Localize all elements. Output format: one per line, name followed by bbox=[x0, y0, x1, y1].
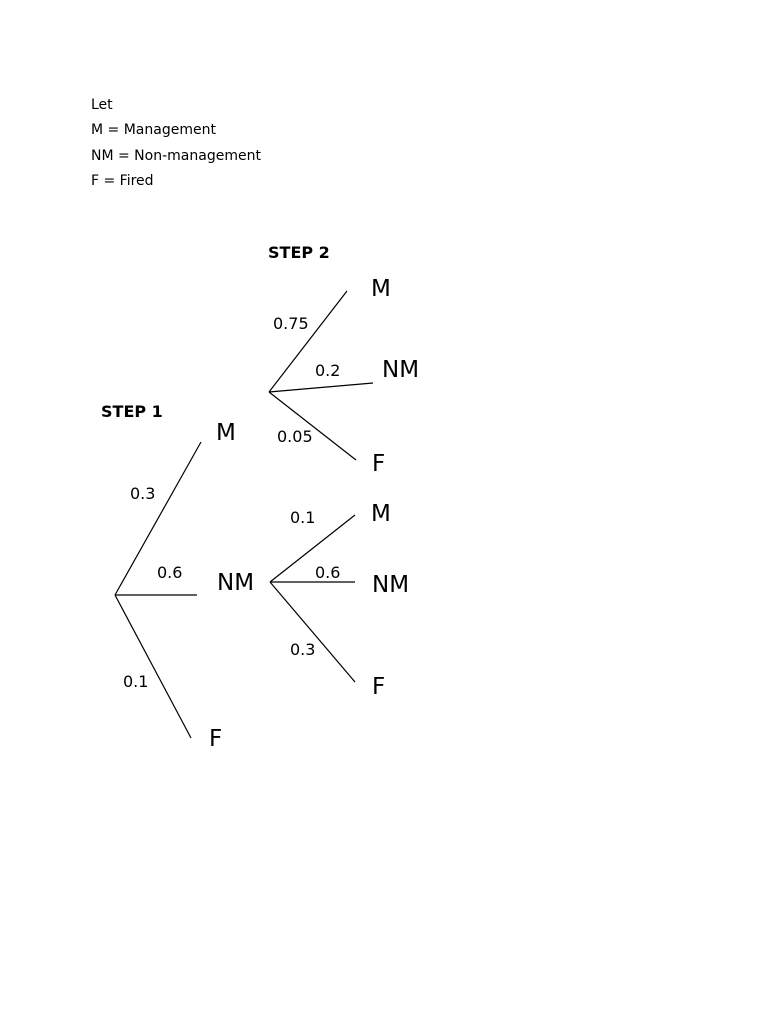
legend-intro: Let bbox=[91, 97, 113, 113]
prob-m-nm: 0.2 bbox=[315, 361, 341, 380]
prob-m-f: 0.05 bbox=[277, 427, 313, 446]
prob-nm-f: 0.3 bbox=[290, 640, 316, 659]
prob-nm-nm: 0.6 bbox=[315, 563, 341, 582]
step-2-label: STEP 2 bbox=[268, 243, 330, 262]
prob-nm-m: 0.1 bbox=[290, 508, 316, 527]
edge-m-to-f bbox=[269, 392, 356, 460]
legend-non-management: NM = Non-management bbox=[91, 148, 261, 164]
prob-m-m: 0.75 bbox=[273, 314, 309, 333]
node-step2-m-nm: NM bbox=[382, 357, 420, 383]
node-step1-m: M bbox=[216, 420, 236, 446]
prob-root-nm: 0.6 bbox=[157, 563, 183, 582]
node-step2-m-m: M bbox=[371, 276, 391, 302]
prob-root-f: 0.1 bbox=[123, 672, 149, 691]
node-step2-m-f: F bbox=[372, 451, 386, 477]
edge-root-to-f bbox=[115, 595, 191, 738]
node-step2-nm-f: F bbox=[372, 674, 386, 700]
edge-nm-to-f bbox=[270, 582, 355, 682]
node-step1-nm: NM bbox=[217, 570, 255, 596]
step-1-label: STEP 1 bbox=[101, 402, 163, 421]
edge-m-to-nm bbox=[269, 383, 373, 392]
prob-root-m: 0.3 bbox=[130, 484, 156, 503]
node-step2-nm-m: M bbox=[371, 501, 391, 527]
legend-management: M = Management bbox=[91, 122, 216, 138]
legend-fired: F = Fired bbox=[91, 173, 154, 189]
node-step2-nm-nm: NM bbox=[372, 572, 410, 598]
node-step1-f: F bbox=[209, 726, 223, 752]
